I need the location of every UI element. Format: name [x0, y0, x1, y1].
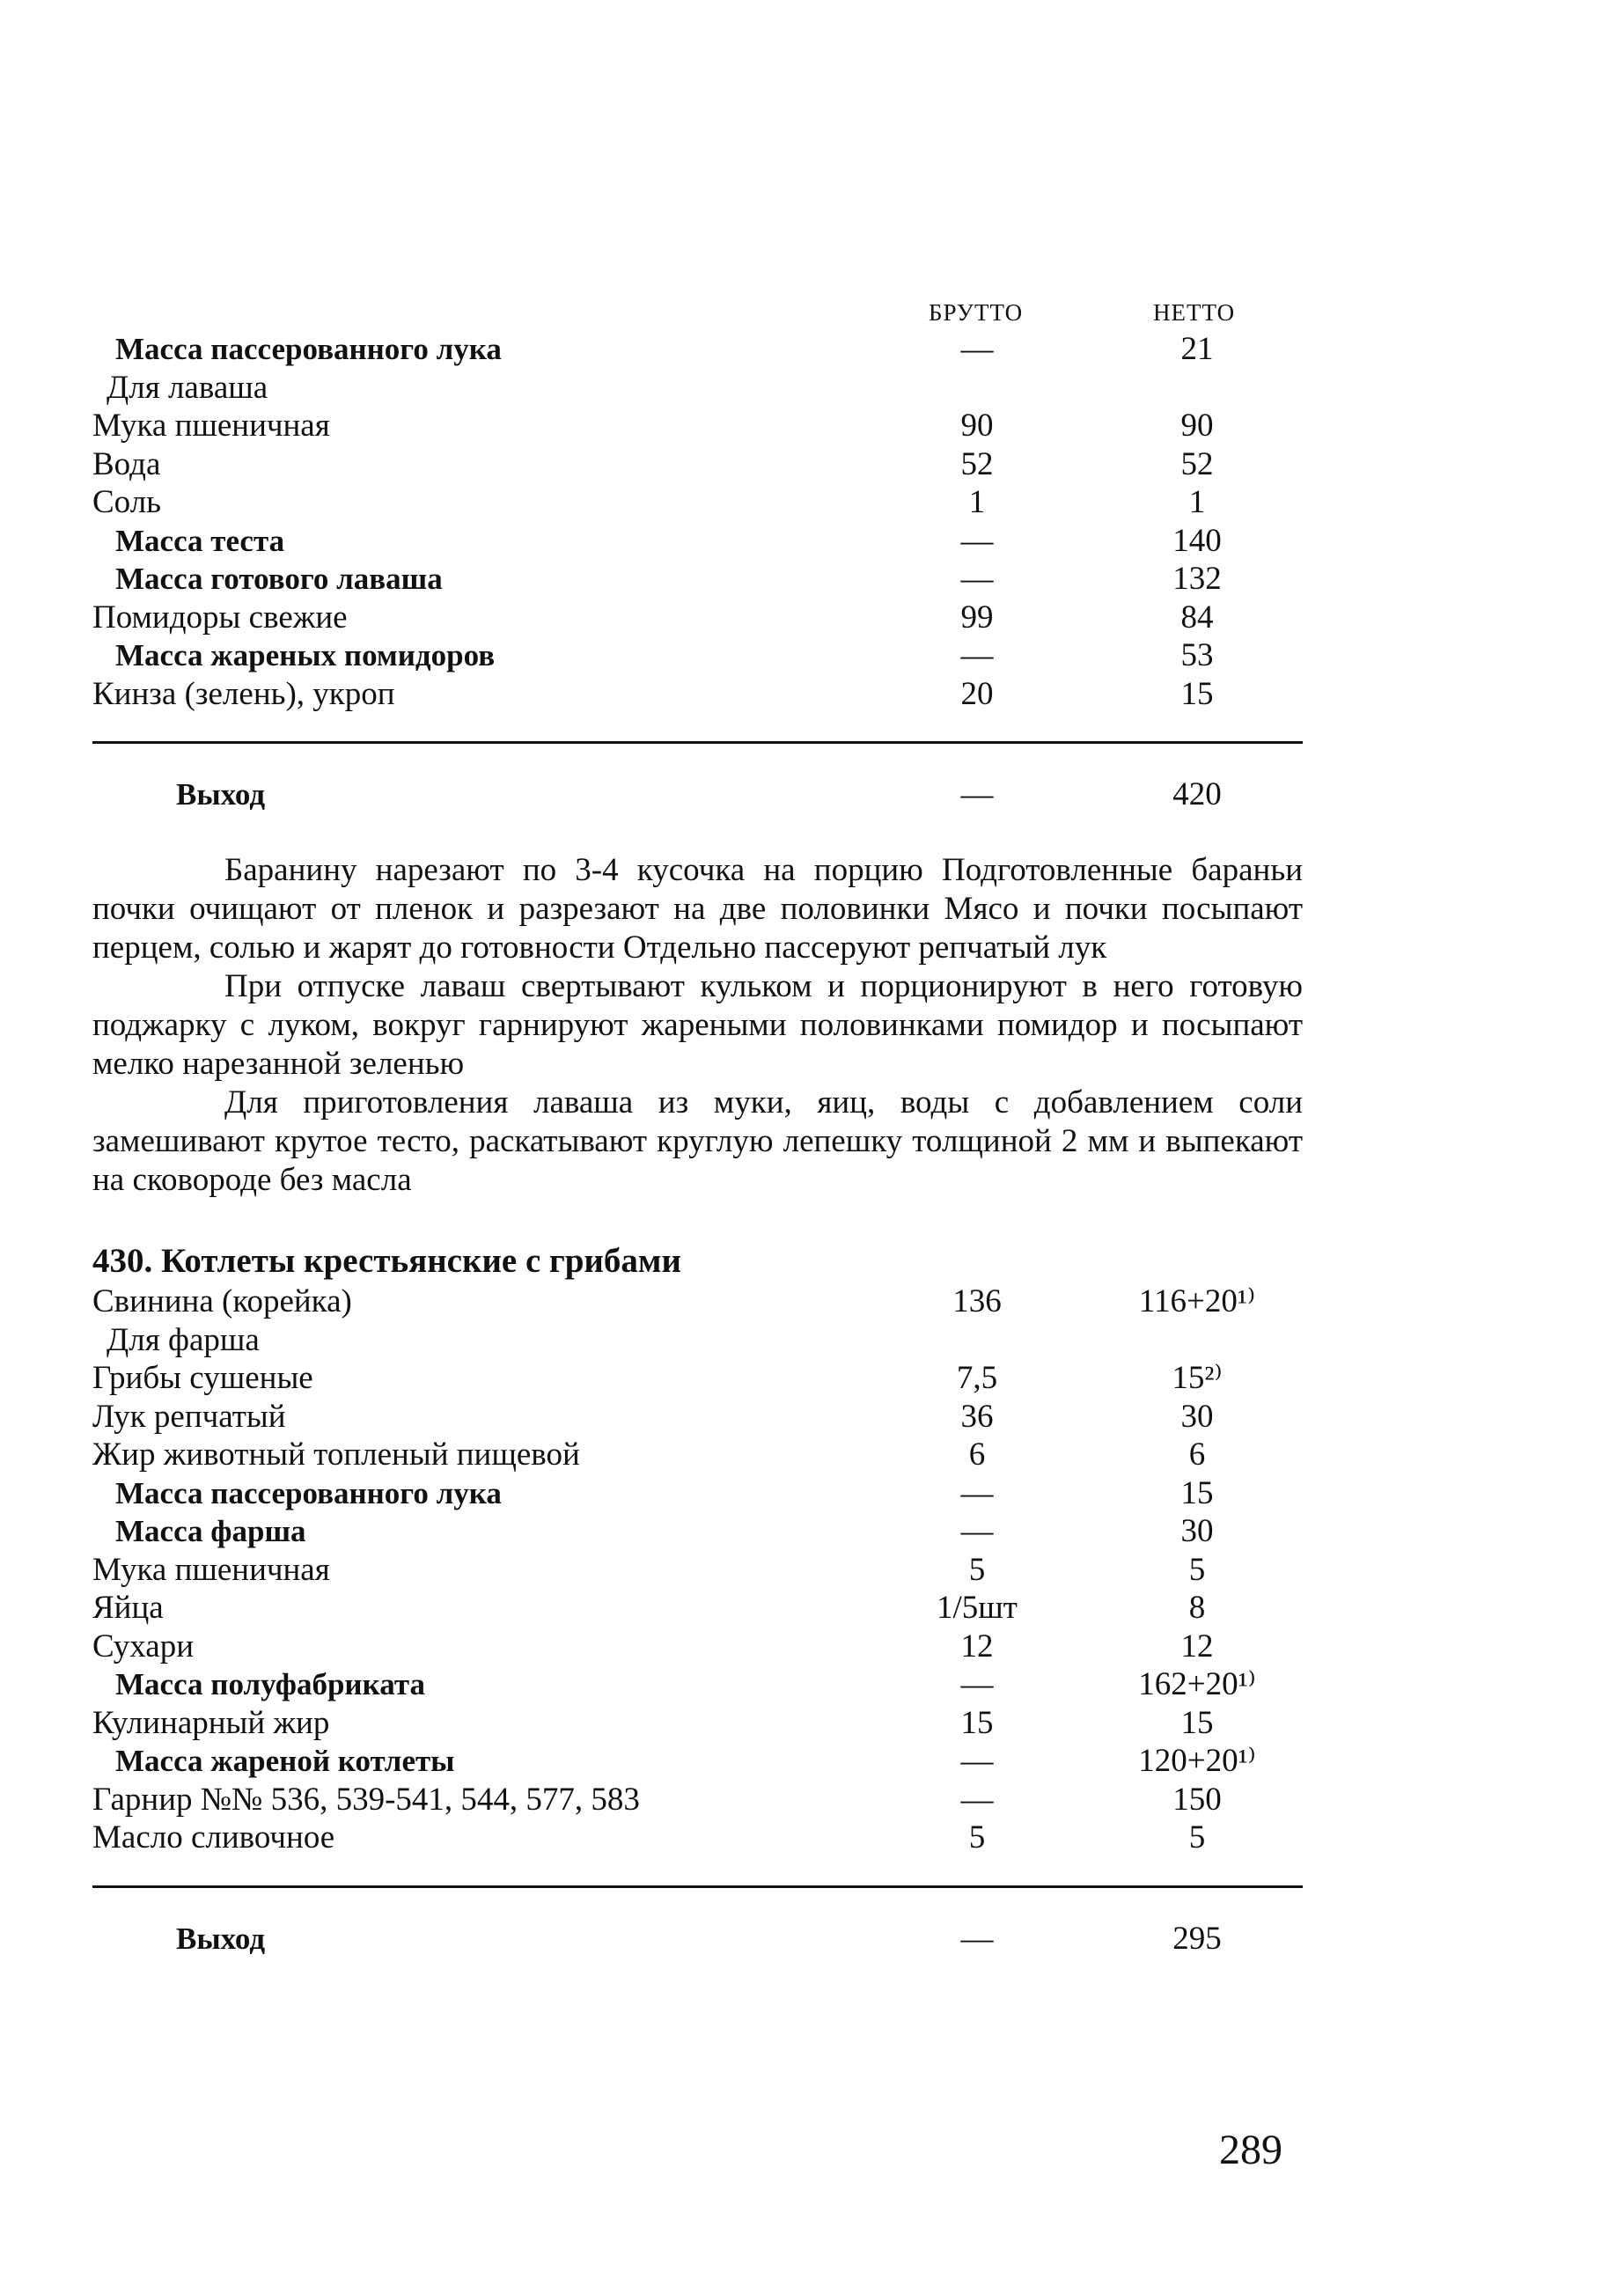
paragraph: Баранину нарезают по 3-4 кусочка на порцию Подготовленные бараньи почки очищают от пленок и разрезают на две половинки Мясо и почки посыпают перцем, солью и жарят до готовности Отдельно пассеруют репчатый лук — [92, 852, 1303, 966]
instructions — [92, 851, 1303, 1200]
table-row: Масса фарша — 30 — [115, 1513, 1214, 1549]
table-row: Кинза (зелень), укроп 20 15 — [92, 675, 1214, 712]
page-content — [92, 290, 1303, 1966]
paragraph: При отпуске лаваш свертывают кульком и порционируют в него готовую поджарку с луком, вокруг гарнируют жареными половинками помидор и посыпают мелко нарезанной зеленью — [92, 968, 1303, 1082]
yield-row: Выход — 295 — [176, 1920, 1222, 1957]
table-row: Соль 1 1 — [92, 484, 1206, 520]
page-number: 289 — [1219, 2127, 1282, 2173]
paragraph: Для приготовления лаваша из муки, яиц, воды с добавлением соли замешивают крутое тесто, раскатывают круглую лепешку толщиной 2 мм и выпекают на сковороде без масла — [92, 1084, 1303, 1198]
yield-row: Выход — 420 — [176, 776, 1222, 812]
brutto-header: БРУТТО — [929, 299, 1024, 326]
divider — [92, 741, 1303, 744]
table-row: Для фарша — [107, 1321, 260, 1358]
column-header — [92, 290, 1303, 330]
table-row: Масса теста — 140 — [115, 522, 1222, 559]
divider — [92, 1885, 1303, 1888]
table-row: Гарнир №№ 536, 539-541, 544, 577, 583 — 150 — [92, 1781, 1222, 1818]
table-row: Масса жареных помидоров — 53 — [115, 637, 1214, 673]
table-row: Жир животный топленый пищевой 6 6 — [92, 1437, 1206, 1473]
table-row: Масса готового лаваша — 132 — [115, 561, 1222, 597]
table-row: Масса полуфабриката — 162+20¹⁾ — [115, 1666, 1256, 1702]
table-row: Масса пассерованного лука — 21 — [115, 331, 1214, 367]
recipe2-table — [92, 1282, 1303, 1857]
table-row: Масло сливочное 5 5 — [92, 1819, 1206, 1855]
table-row: Масса пассерованного лука — 15 — [115, 1474, 1214, 1511]
table-row: Лук репчатый 36 30 — [92, 1398, 1214, 1435]
table-row: Кулинарный жир 15 15 — [92, 1704, 1214, 1741]
table-row: Мука пшеничная 90 90 — [92, 408, 1214, 444]
netto-header: НЕТТО — [1153, 299, 1236, 326]
table-row: Помидоры свежие 99 84 — [92, 599, 1214, 636]
table-row: Свинина (корейка) 136 116+20¹⁾ — [92, 1283, 1256, 1319]
recipe1-table — [92, 330, 1303, 713]
table-row: Яйца 1/5шт 8 — [92, 1590, 1206, 1626]
table-row: Для лаваша — [107, 369, 268, 406]
table-row: Масса жареной котлеты — 120+20¹⁾ — [115, 1743, 1256, 1779]
table-row: Сухари 12 12 — [92, 1628, 1214, 1664]
table-row: Мука пшеничная 5 5 — [92, 1551, 1206, 1588]
table-row: Грибы сушеные 7,5 15²⁾ — [92, 1360, 1223, 1396]
table-row: Вода 52 52 — [92, 445, 1214, 482]
recipe-title: 430. Котлеты крестьянские с грибами — [92, 1242, 681, 1280]
